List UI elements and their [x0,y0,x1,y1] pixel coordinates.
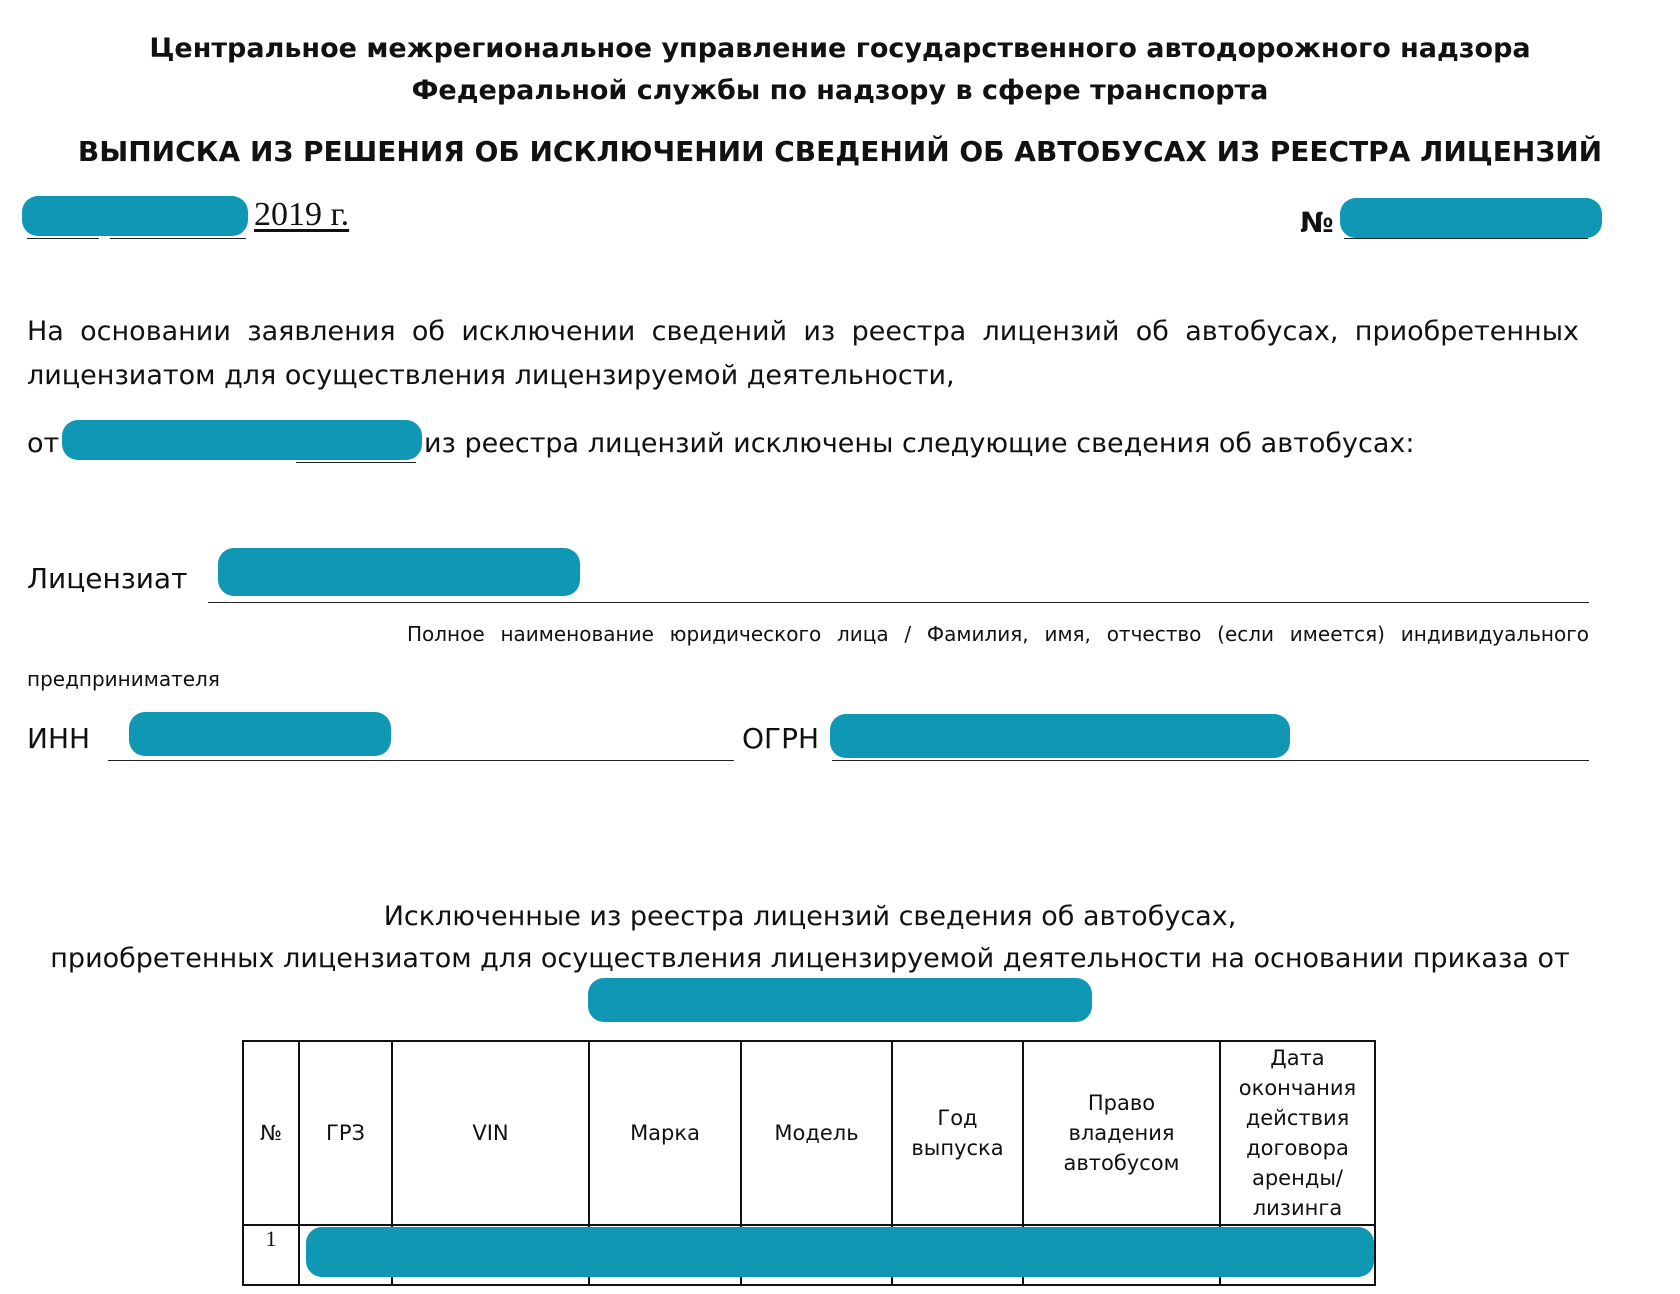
table-header-row [243,1041,1375,1225]
licensee-caption: Полное наименование юридического лица / Фамилия, имя, отчество (если имеется) индивидуального [407,622,1589,646]
number-underline [1344,238,1588,239]
order-date-redaction [588,978,1092,1022]
column-header-model: Модель [741,1041,892,1225]
organization-name: Центральное межрегиональное управление государственного автодорожного надзора Федеральной службы по надзору в сфере транспорта [149,33,1531,106]
ogrn-label: ОГРН [742,722,820,755]
column-header-ownership: Право владения автобусом [1023,1041,1220,1225]
from-underline [296,462,416,463]
date-redaction [22,196,248,236]
document-year: 2019 г. [254,196,350,233]
number-label: № [1300,206,1334,239]
inn-label: ИНН [27,722,91,755]
document-title: ВЫПИСКА ИЗ РЕШЕНИЯ ОБ ИСКЛЮЧЕНИИ СВЕДЕНИЙ ОБ АВТОБУСАХ ИЗ РЕЕСТРА ЛИЦЕНЗИЙ [77,135,1603,168]
column-header-make: Марка [589,1041,741,1225]
column-header-grz: ГРЗ [299,1041,392,1225]
licensee-underline [208,602,1589,603]
application-date-redaction [62,420,422,460]
section-title-line-2: приобретенных лицензиатом для осуществления лицензируемой деятельности на основании приказа от [50,943,1570,974]
licensee-redaction [218,548,580,596]
row-data-redaction [306,1227,1374,1277]
ogrn-underline [832,760,1589,761]
licensee-caption-continued: предпринимателя [27,667,220,691]
ogrn-redaction [830,714,1290,758]
day-underline [27,238,99,239]
column-header-number: № [243,1041,299,1225]
row-number: 1 [243,1225,299,1285]
column-header-year: Год выпуска [892,1041,1023,1225]
month-underline [110,238,246,239]
from-label: от [27,428,60,459]
exclusion-statement: из реестра лицензий исключены следующие сведения об автобусах: [424,428,1415,459]
licensee-label: Лицензиат [27,562,188,595]
section-title [40,896,1580,980]
column-header-lease-end: Дата окончания действия договора аренды/ лизинга [1220,1041,1375,1225]
basis-paragraph: На основании заявления об исключении сведений из реестра лицензий об автобусах, приобретенных лицензиатом для осуществления лицензируемой деятельности, [27,316,1579,391]
number-redaction [1340,198,1602,238]
inn-redaction [129,712,391,756]
column-header-vin: VIN [392,1041,589,1225]
inn-underline [108,760,734,761]
section-title-line-1: Исключенные из реестра лицензий сведения об автобусах, [383,901,1237,932]
